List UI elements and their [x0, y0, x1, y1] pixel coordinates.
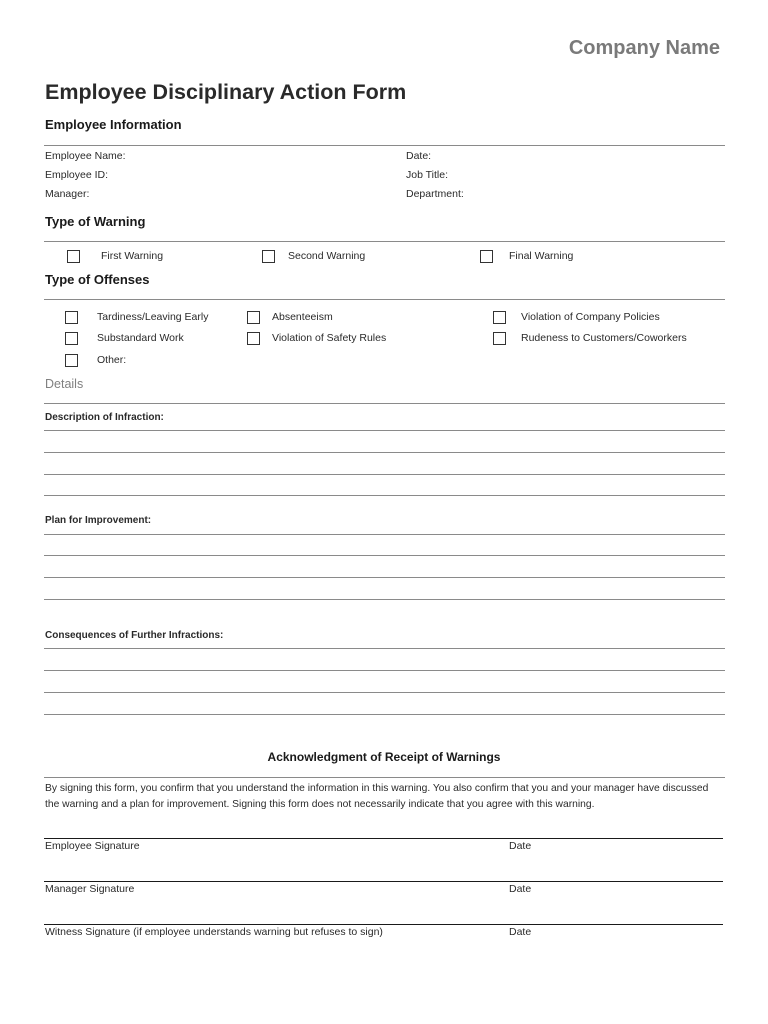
final-warning-label: Final Warning — [509, 250, 574, 262]
department-label: Department: — [406, 188, 464, 200]
writing-line[interactable] — [44, 692, 725, 693]
writing-line[interactable] — [44, 648, 725, 649]
manager-signature-date-label: Date — [509, 883, 532, 895]
safety-rules-label: Violation of Safety Rules — [272, 332, 387, 344]
tardiness-label: Tardiness/Leaving Early — [97, 311, 209, 323]
divider — [44, 777, 725, 778]
acknowledgment-heading: Acknowledgment of Receipt of Warnings — [267, 750, 501, 764]
description-label: Description of Infraction: — [45, 412, 164, 423]
second-warning-label: Second Warning — [288, 250, 366, 262]
safety-rules-checkbox[interactable] — [247, 332, 260, 345]
other-checkbox[interactable] — [65, 354, 78, 367]
details-heading: Details — [45, 377, 84, 391]
consequences-label: Consequences of Further Infractions: — [45, 630, 224, 641]
employee-id-label: Employee ID: — [45, 169, 109, 181]
manager-label: Manager: — [45, 188, 90, 200]
divider — [44, 299, 725, 300]
first-warning-label: First Warning — [101, 250, 164, 262]
writing-line[interactable] — [44, 430, 725, 431]
rudeness-label: Rudeness to Customers/Coworkers — [521, 332, 687, 344]
employee-name-label: Employee Name: — [45, 150, 126, 162]
date-label: Date: — [406, 150, 432, 162]
writing-line[interactable] — [44, 670, 725, 671]
manager-signature-label: Manager Signature — [45, 883, 135, 895]
divider — [44, 403, 725, 404]
company-name: Company Name — [568, 37, 720, 59]
writing-line[interactable] — [44, 555, 725, 556]
writing-line[interactable] — [44, 452, 725, 453]
substandard-work-label: Substandard Work — [97, 332, 184, 344]
form-title: Employee Disciplinary Action Form — [45, 80, 407, 104]
other-label: Other: — [97, 354, 127, 366]
final-warning-checkbox[interactable] — [480, 250, 493, 263]
witness-signature-label: Witness Signature (if employee understands warning but refuses to sign) — [45, 926, 383, 938]
writing-line[interactable] — [44, 599, 725, 600]
plan-label: Plan for Improvement: — [45, 515, 152, 526]
employee-info-heading: Employee Information — [45, 117, 182, 132]
rudeness-checkbox[interactable] — [493, 332, 506, 345]
employee-signature-date-label: Date — [509, 840, 532, 852]
first-warning-checkbox[interactable] — [67, 250, 80, 263]
warning-type-heading: Type of Warning — [45, 214, 146, 229]
writing-line[interactable] — [44, 577, 725, 578]
substandard-work-checkbox[interactable] — [65, 332, 78, 345]
tardiness-checkbox[interactable] — [65, 311, 78, 324]
acknowledgment-text: By signing this form, you confirm that you understand the information in this warning. You also confirm that you and your manager have discussed the warning and a plan for improvement. Signing this form does not necessarily indicate that you agree with this warning. — [45, 783, 709, 810]
second-warning-checkbox[interactable] — [262, 250, 275, 263]
job-title-label: Job Title: — [406, 169, 449, 181]
company-policies-checkbox[interactable] — [493, 311, 506, 324]
absenteeism-checkbox[interactable] — [247, 311, 260, 324]
employee-signature-label: Employee Signature — [45, 840, 140, 852]
witness-signature-date-label: Date — [509, 926, 532, 938]
company-policies-label: Violation of Company Policies — [521, 311, 660, 323]
writing-line[interactable] — [44, 714, 725, 715]
employee-signature-line[interactable] — [44, 838, 723, 839]
writing-line[interactable] — [44, 495, 725, 496]
writing-line[interactable] — [44, 474, 725, 475]
divider — [44, 145, 725, 146]
manager-signature-line[interactable] — [44, 881, 723, 882]
witness-signature-line[interactable] — [44, 924, 723, 925]
writing-line[interactable] — [44, 534, 725, 535]
absenteeism-label: Absenteeism — [272, 311, 333, 323]
offense-type-heading: Type of Offenses — [45, 272, 150, 287]
divider — [44, 241, 725, 242]
